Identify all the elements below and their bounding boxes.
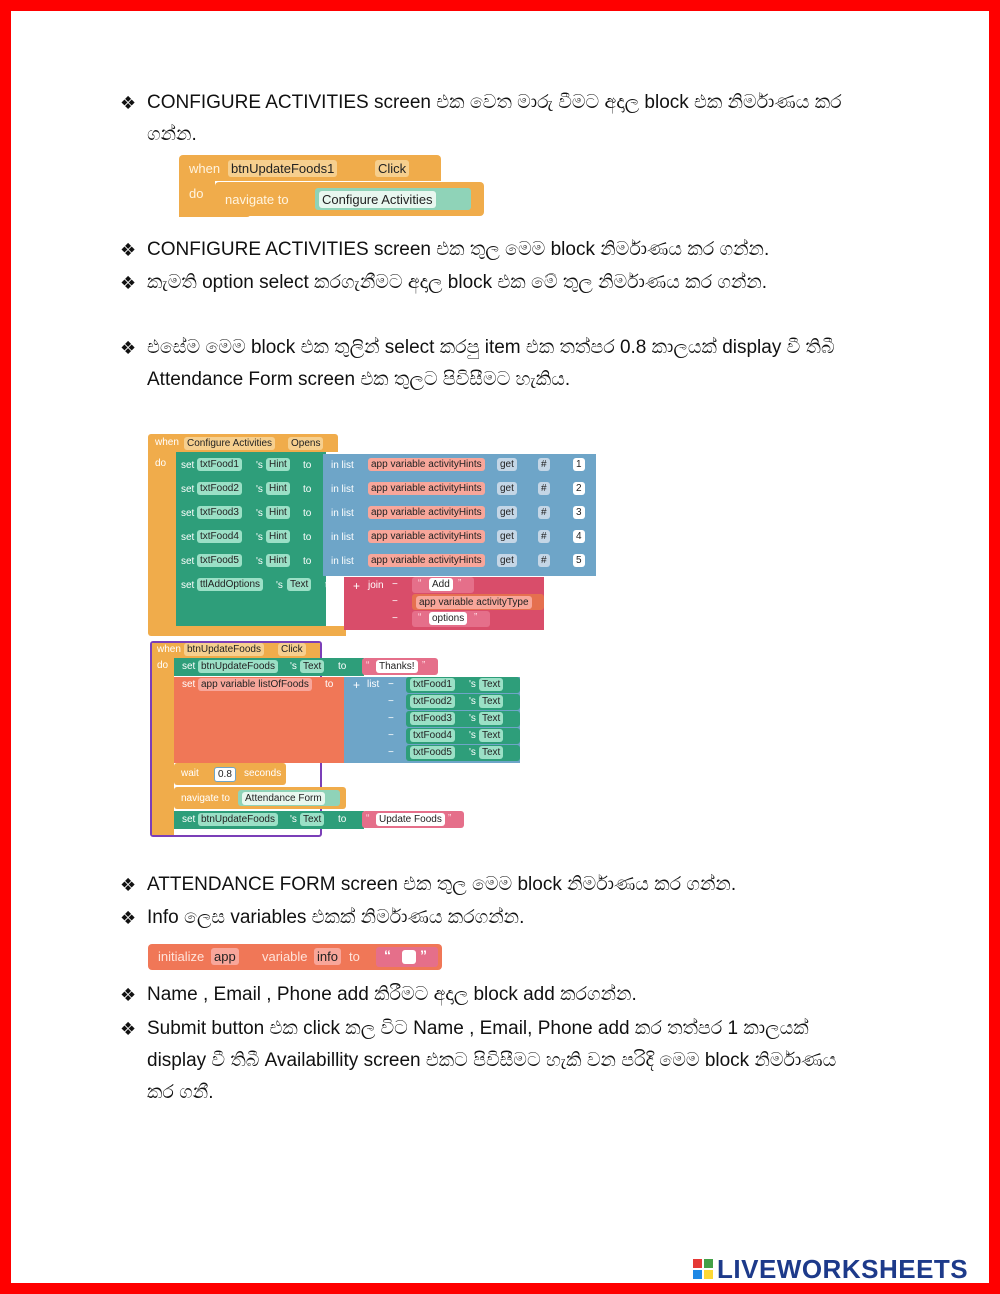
scope-dropdown[interactable]: app bbox=[211, 948, 239, 965]
bullet-6 bbox=[120, 902, 865, 934]
to-label: to bbox=[325, 580, 334, 591]
app-variable-dropdown[interactable]: app variable activityHints bbox=[368, 554, 485, 567]
text-string[interactable]: options bbox=[429, 612, 467, 625]
component-dropdown[interactable]: txtFood4 bbox=[197, 530, 242, 543]
component-dropdown[interactable]: txtFood3 bbox=[197, 506, 242, 519]
list-label: list bbox=[367, 679, 380, 690]
wait-seconds-input[interactable]: 0.8 bbox=[214, 767, 236, 782]
possessive-label: 's bbox=[256, 532, 263, 543]
app-variable-dropdown[interactable]: app variable activityHints bbox=[368, 506, 485, 519]
possessive-label: 's bbox=[256, 484, 263, 495]
property-dropdown[interactable]: Text bbox=[479, 729, 503, 742]
bullet-marker: ❖ bbox=[120, 338, 137, 358]
component-dropdown[interactable]: btnUpdateFoods1 bbox=[228, 160, 337, 177]
bullet-7 bbox=[120, 979, 865, 1011]
possessive-label: 's bbox=[469, 679, 476, 690]
property-dropdown[interactable]: Hint bbox=[266, 482, 290, 495]
in-list-label: in list bbox=[331, 556, 354, 567]
index-number[interactable]: 3 bbox=[573, 506, 585, 519]
app-variable-dropdown[interactable]: app variable activityHints bbox=[368, 458, 485, 471]
bullet-8 bbox=[120, 1013, 865, 1109]
set-hint-row-2 bbox=[148, 480, 596, 502]
possessive-label: 's bbox=[256, 556, 263, 567]
list-item-food-3 bbox=[150, 711, 524, 728]
text-string[interactable]: Update Foods bbox=[376, 813, 445, 826]
property-dropdown[interactable]: Hint bbox=[266, 506, 290, 519]
block-configure-opens bbox=[148, 434, 596, 636]
app-variable-dropdown[interactable]: app variable listOfFoods bbox=[198, 678, 312, 691]
bullet-marker: ❖ bbox=[120, 875, 137, 895]
minus-icon[interactable]: − bbox=[388, 696, 394, 707]
logo-squares-icon bbox=[693, 1259, 713, 1279]
set-hint-row-4 bbox=[148, 528, 596, 550]
navigate-label: navigate to bbox=[181, 793, 230, 804]
bullet-text: CONFIGURE ACTIVITIES screen එක වෙත මාරු වීමට අදාල block එක නිර්මාණය කර ගන්න. bbox=[147, 92, 842, 145]
in-list-label: in list bbox=[331, 532, 354, 543]
bullet-text: Submit button එක click කල විට Name , Email, Phone add කර තත්පර 1 කාලයක් display වී තිබී Availabillity screen එකට පිවිසීමට හැකි වන පරිදි මෙම block නිර්මාණය කර ගනී. bbox=[147, 1018, 837, 1103]
quote-open-icon: “ bbox=[418, 612, 422, 623]
quote-close-icon: ” bbox=[458, 578, 462, 589]
bullet-marker: ❖ bbox=[120, 908, 137, 928]
to-label: to bbox=[338, 814, 347, 825]
screen-dropdown[interactable]: Attendance Form bbox=[242, 792, 325, 805]
bullet-marker: ❖ bbox=[120, 985, 137, 1005]
bullet-3 bbox=[120, 267, 865, 299]
set-label: set bbox=[181, 484, 195, 495]
possessive-label: 's bbox=[469, 730, 476, 741]
hash-dropdown[interactable]: # bbox=[538, 482, 550, 495]
component-dropdown[interactable]: txtFood2 bbox=[410, 695, 455, 708]
to-label: to bbox=[303, 532, 312, 543]
logo-text: LIVEWORKSHEETS bbox=[717, 1253, 969, 1284]
bullet-text: Name , Email , Phone add කිරීමට අදාල block add කරගන්න. bbox=[147, 984, 637, 1005]
app-variable-dropdown[interactable]: app variable activityHints bbox=[368, 530, 485, 543]
event-dropdown[interactable]: Opens bbox=[288, 437, 323, 450]
list-item-food-5 bbox=[150, 745, 524, 762]
join-label: join bbox=[368, 580, 384, 591]
to-label: to bbox=[303, 484, 312, 495]
set-label: set bbox=[181, 556, 195, 567]
quote-close-icon: ” bbox=[422, 660, 426, 671]
when-label: when bbox=[157, 644, 181, 655]
set-hint-row-5 bbox=[148, 552, 596, 574]
bullet-marker: ❖ bbox=[120, 93, 137, 113]
component-dropdown[interactable]: btnUpdateFoods bbox=[198, 660, 278, 673]
set-label: set bbox=[181, 460, 195, 471]
property-dropdown[interactable]: Hint bbox=[266, 458, 290, 471]
to-label: to bbox=[338, 661, 347, 672]
to-label: to bbox=[303, 556, 312, 567]
minus-icon[interactable]: − bbox=[388, 679, 394, 690]
component-dropdown[interactable]: Configure Activities bbox=[184, 437, 275, 450]
possessive-label: 's bbox=[276, 580, 283, 591]
to-label: to bbox=[349, 949, 360, 964]
property-dropdown[interactable]: Text bbox=[479, 712, 503, 725]
quote-open-icon: “ bbox=[418, 578, 422, 589]
quote-close-icon: ” bbox=[448, 813, 452, 824]
set-label: set bbox=[181, 508, 195, 519]
to-label: to bbox=[303, 508, 312, 519]
bullet-marker: ❖ bbox=[120, 273, 137, 293]
text-string[interactable]: Add bbox=[429, 578, 453, 591]
initialize-label: initialize bbox=[158, 949, 205, 964]
list-item-food-2 bbox=[150, 694, 524, 711]
index-number[interactable]: 1 bbox=[573, 458, 585, 471]
block-initialize-info bbox=[148, 944, 442, 970]
set-label: set bbox=[182, 661, 196, 672]
bullet-text: ATTENDANCE FORM screen එක තුල මෙම block නිර්මාණය කර ගන්න. bbox=[147, 874, 737, 895]
possessive-label: 's bbox=[290, 661, 297, 672]
in-list-label: in list bbox=[331, 484, 354, 495]
do-label: do bbox=[155, 458, 167, 469]
screen-dropdown[interactable]: Configure Activities bbox=[319, 191, 436, 208]
bullet-4 bbox=[120, 332, 865, 396]
bullet-1 bbox=[120, 87, 865, 151]
app-variable-dropdown[interactable]: app variable activityType bbox=[416, 596, 532, 609]
get-dropdown[interactable]: get bbox=[497, 458, 517, 471]
bullet-marker: ❖ bbox=[120, 1019, 137, 1039]
text-string[interactable]: Thanks! bbox=[376, 660, 418, 673]
possessive-label: 's bbox=[469, 696, 476, 707]
minus-icon[interactable]: − bbox=[388, 747, 394, 758]
index-number[interactable]: 4 bbox=[573, 530, 585, 543]
minus-icon[interactable]: − bbox=[388, 730, 394, 741]
do-label: do bbox=[189, 186, 204, 201]
in-list-label: in list bbox=[331, 508, 354, 519]
quote-close-icon: ” bbox=[420, 947, 427, 963]
possessive-label: 's bbox=[256, 508, 263, 519]
index-number[interactable]: 5 bbox=[573, 554, 585, 567]
hash-dropdown[interactable]: # bbox=[538, 530, 550, 543]
hash-dropdown[interactable]: # bbox=[538, 554, 550, 567]
to-label: to bbox=[303, 460, 312, 471]
component-dropdown[interactable]: btnUpdateFoods bbox=[198, 813, 278, 826]
component-dropdown[interactable]: txtFood1 bbox=[197, 458, 242, 471]
bullet-text: CONFIGURE ACTIVITIES screen එක තුල මෙම block නිර්මාණය කර ගන්න. bbox=[147, 239, 770, 260]
property-dropdown[interactable]: Hint bbox=[266, 530, 290, 543]
property-dropdown[interactable]: Text bbox=[300, 813, 324, 826]
component-dropdown[interactable]: txtFood5 bbox=[197, 554, 242, 567]
component-dropdown[interactable]: btnUpdateFoods bbox=[184, 643, 264, 656]
property-dropdown[interactable]: Text bbox=[300, 660, 324, 673]
minus-icon[interactable]: − bbox=[388, 713, 394, 724]
variable-name-input[interactable]: info bbox=[314, 948, 341, 965]
set-hint-row-1 bbox=[148, 456, 596, 478]
bullet-2 bbox=[120, 234, 865, 266]
component-dropdown[interactable]: txtFood3 bbox=[410, 712, 455, 725]
set-label: set bbox=[181, 532, 195, 543]
block-navigate-configure bbox=[179, 155, 484, 217]
index-number[interactable]: 2 bbox=[573, 482, 585, 495]
liveworksheets-logo bbox=[693, 1254, 968, 1284]
bullet-text: එසේම මෙම block එක තුලින් select කරපු item එක තත්පර 0.8 කාලයක් display වී තිබී Attendance Form screen එක තුලට පිවිසීමට හැකිය. bbox=[147, 337, 835, 390]
possessive-label: 's bbox=[469, 713, 476, 724]
when-label: when bbox=[189, 161, 221, 176]
quote-open-icon: “ bbox=[366, 660, 370, 671]
property-dropdown[interactable]: Text bbox=[479, 695, 503, 708]
event-dropdown[interactable]: Click bbox=[278, 643, 306, 656]
bullet-text: Info ලෙස variables එකක් නිර්මාණය කරගන්න. bbox=[147, 907, 525, 928]
get-dropdown[interactable]: get bbox=[497, 482, 517, 495]
component-dropdown[interactable]: ttlAddOptions bbox=[197, 578, 263, 591]
bullet-marker: ❖ bbox=[120, 240, 137, 260]
bullet-5 bbox=[120, 869, 865, 901]
bullet-text: කැමති option select කරගැනීමට අදාල block එක මේ තුල නිර්මාණය කර ගන්න. bbox=[147, 272, 768, 293]
component-dropdown[interactable]: txtFood5 bbox=[410, 746, 455, 759]
set-label: set bbox=[181, 580, 195, 591]
get-dropdown[interactable]: get bbox=[497, 554, 517, 567]
plus-icon[interactable]: + bbox=[353, 678, 361, 692]
list-item-food-1 bbox=[150, 677, 524, 694]
component-dropdown[interactable]: txtFood4 bbox=[410, 729, 455, 742]
get-dropdown[interactable]: get bbox=[497, 506, 517, 519]
minus-icon[interactable]: − bbox=[392, 579, 398, 590]
when-label: when bbox=[155, 437, 179, 448]
possessive-label: 's bbox=[469, 747, 476, 758]
set-options-row bbox=[148, 577, 596, 632]
in-list-label: in list bbox=[331, 460, 354, 471]
quote-close-icon: ” bbox=[474, 612, 478, 623]
set-label: set bbox=[182, 679, 196, 690]
navigate-label: navigate to bbox=[225, 192, 289, 207]
to-label: to bbox=[325, 679, 334, 690]
hash-dropdown[interactable]: # bbox=[538, 506, 550, 519]
possessive-label: 's bbox=[290, 814, 297, 825]
event-dropdown[interactable]: Click bbox=[375, 160, 409, 177]
variable-label: variable bbox=[262, 949, 308, 964]
set-hint-row-3 bbox=[148, 504, 596, 526]
app-variable-dropdown[interactable]: app variable activityHints bbox=[368, 482, 485, 495]
property-dropdown[interactable]: Text bbox=[479, 678, 503, 691]
property-dropdown[interactable]: Text bbox=[287, 578, 311, 591]
hash-dropdown[interactable]: # bbox=[538, 458, 550, 471]
property-dropdown[interactable]: Text bbox=[479, 746, 503, 759]
block-update-foods-click bbox=[150, 641, 524, 837]
plus-icon[interactable]: + bbox=[353, 579, 361, 593]
wait-label: wait bbox=[181, 768, 199, 779]
component-dropdown[interactable]: txtFood1 bbox=[410, 678, 455, 691]
quote-open-icon: “ bbox=[366, 813, 370, 824]
component-dropdown[interactable]: txtFood2 bbox=[197, 482, 242, 495]
possessive-label: 's bbox=[256, 460, 263, 471]
minus-icon[interactable]: − bbox=[392, 596, 398, 607]
do-label: do bbox=[157, 660, 169, 671]
get-dropdown[interactable]: get bbox=[497, 530, 517, 543]
quote-open-icon: “ bbox=[384, 947, 391, 963]
seconds-label: seconds bbox=[244, 768, 282, 779]
list-item-food-4 bbox=[150, 728, 524, 745]
set-label: set bbox=[182, 814, 196, 825]
empty-string-input[interactable] bbox=[402, 950, 416, 964]
property-dropdown[interactable]: Hint bbox=[266, 554, 290, 567]
minus-icon[interactable]: − bbox=[392, 613, 398, 624]
